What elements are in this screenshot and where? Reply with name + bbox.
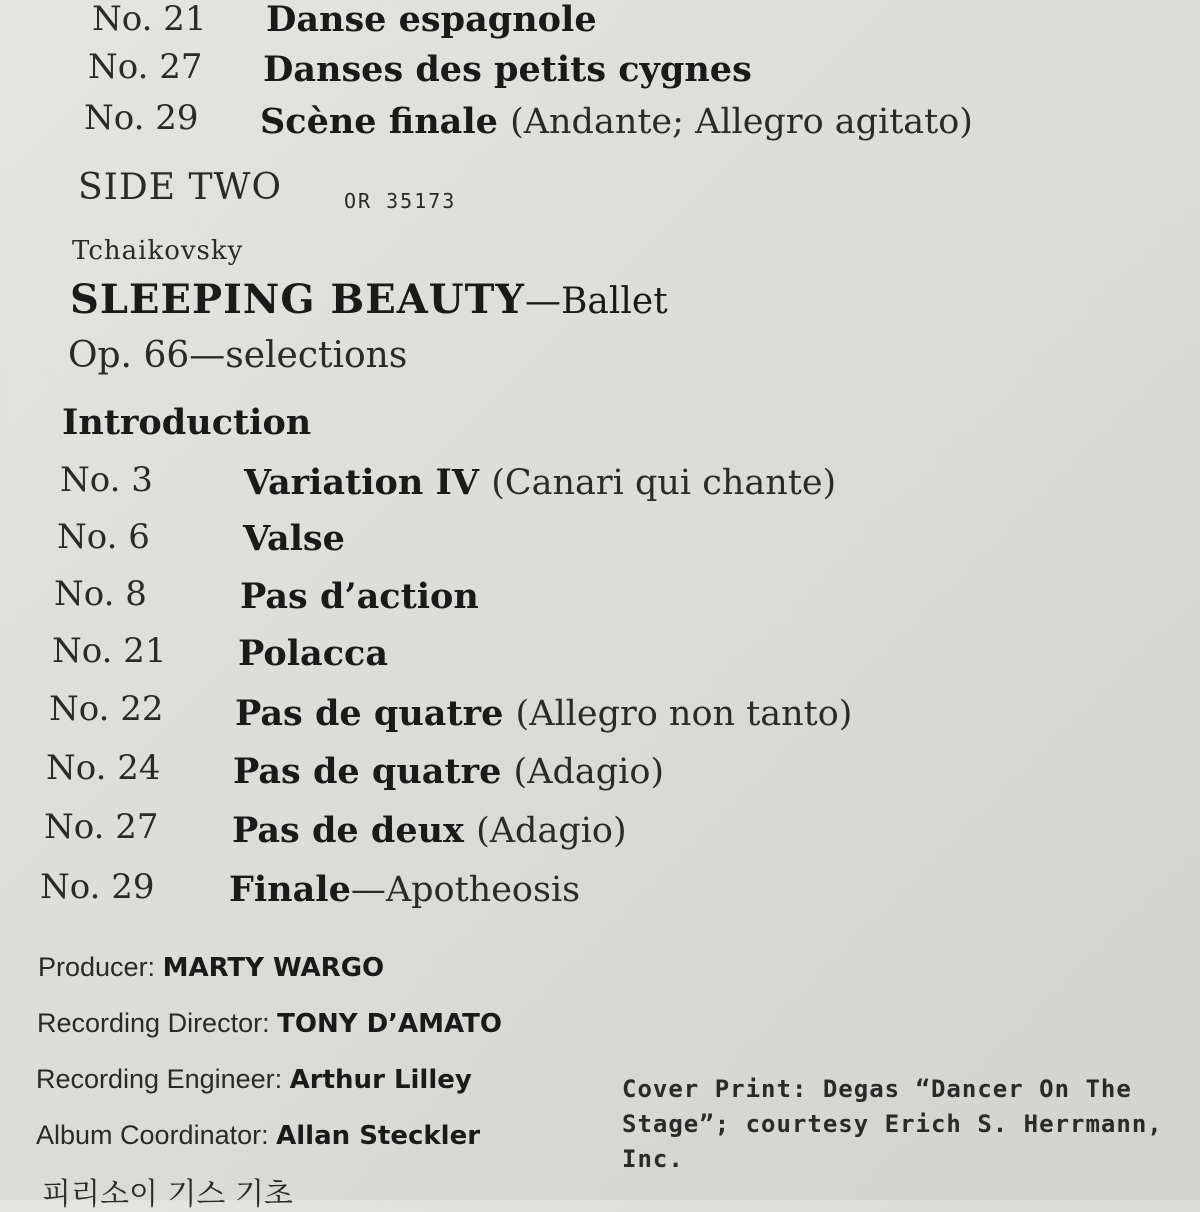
track-title — [260, 101, 973, 142]
catalog-number: OR 35173 — [344, 189, 457, 213]
track-number: No. 29 — [84, 98, 199, 138]
track-title-text: Scène finale — [260, 101, 498, 142]
side-label: SIDE TWO — [78, 167, 282, 208]
track-title — [229, 869, 581, 910]
credit-producer — [38, 954, 384, 981]
track-title: Polacca — [238, 633, 388, 674]
track-number: No. 6 — [57, 517, 150, 557]
composer: Tchaikovsky — [72, 236, 244, 266]
cover-print-credit: Cover Print: Degas “Dancer On The Stage”; courtesy Erich S. Herrmann, Inc. — [622, 1075, 1163, 1173]
work-subtitle: —Ballet — [524, 281, 668, 322]
track-title — [235, 693, 853, 734]
credit-name: Allan Steckler — [276, 1121, 481, 1151]
track-title: Danses des petits cygnes — [263, 49, 752, 90]
credit-role: Recording Engineer: — [36, 1064, 283, 1094]
introduction-heading: Introduction — [62, 402, 312, 443]
track-title — [244, 462, 837, 503]
track-title: Danse espagnole — [266, 0, 597, 40]
track-detail: (Adagio) — [513, 752, 665, 792]
credit-album-coordinator — [36, 1122, 480, 1149]
track-title — [232, 810, 627, 851]
track-title — [233, 751, 665, 792]
track-detail: (Canari qui chante) — [491, 463, 837, 503]
credit-name: TONY D’AMATO — [277, 1009, 502, 1039]
track-detail: —Apotheosis — [350, 870, 581, 910]
track-title-text: Pas de quatre — [235, 693, 504, 734]
track-title: Pas d’action — [240, 576, 479, 617]
track-detail: (Allegro non tanto) — [515, 694, 853, 734]
track-number: No. 29 — [40, 867, 155, 907]
work-title-main: SLEEPING BEAUTY — [70, 276, 525, 323]
track-number: No. 3 — [60, 460, 153, 500]
korean-text-partial: 피리소이 기스 기초 — [42, 1177, 293, 1212]
track-detail: (Andante; Allegro agitato) — [510, 102, 973, 142]
track-number: No. 24 — [46, 748, 161, 788]
track-title-text: Variation IV — [244, 462, 480, 503]
track-detail: (Adagio) — [476, 811, 627, 851]
track-number: No. 21 — [52, 631, 167, 671]
track-number: No. 22 — [49, 689, 164, 729]
credit-name: Arthur Lilley — [289, 1065, 472, 1095]
credit-role: Album Coordinator: — [36, 1120, 269, 1150]
track-number: No. 27 — [88, 47, 203, 87]
credit-name: MARTY WARGO — [162, 953, 385, 983]
credit-role: Recording Director: — [37, 1008, 270, 1038]
track-number: No. 27 — [44, 807, 159, 847]
track-title-text: Pas de quatre — [233, 751, 502, 792]
work-title — [70, 276, 668, 323]
credit-recording-director — [37, 1010, 502, 1037]
track-number: No. 8 — [54, 574, 147, 614]
track-number: No. 21 — [92, 0, 207, 39]
track-title-text: Pas de deux — [232, 810, 464, 851]
opus: Op. 66—selections — [68, 335, 408, 376]
credit-recording-engineer — [36, 1066, 472, 1093]
track-title-text: Finale — [229, 869, 351, 910]
track-title: Valse — [243, 518, 345, 559]
credit-role: Producer: — [38, 952, 156, 982]
